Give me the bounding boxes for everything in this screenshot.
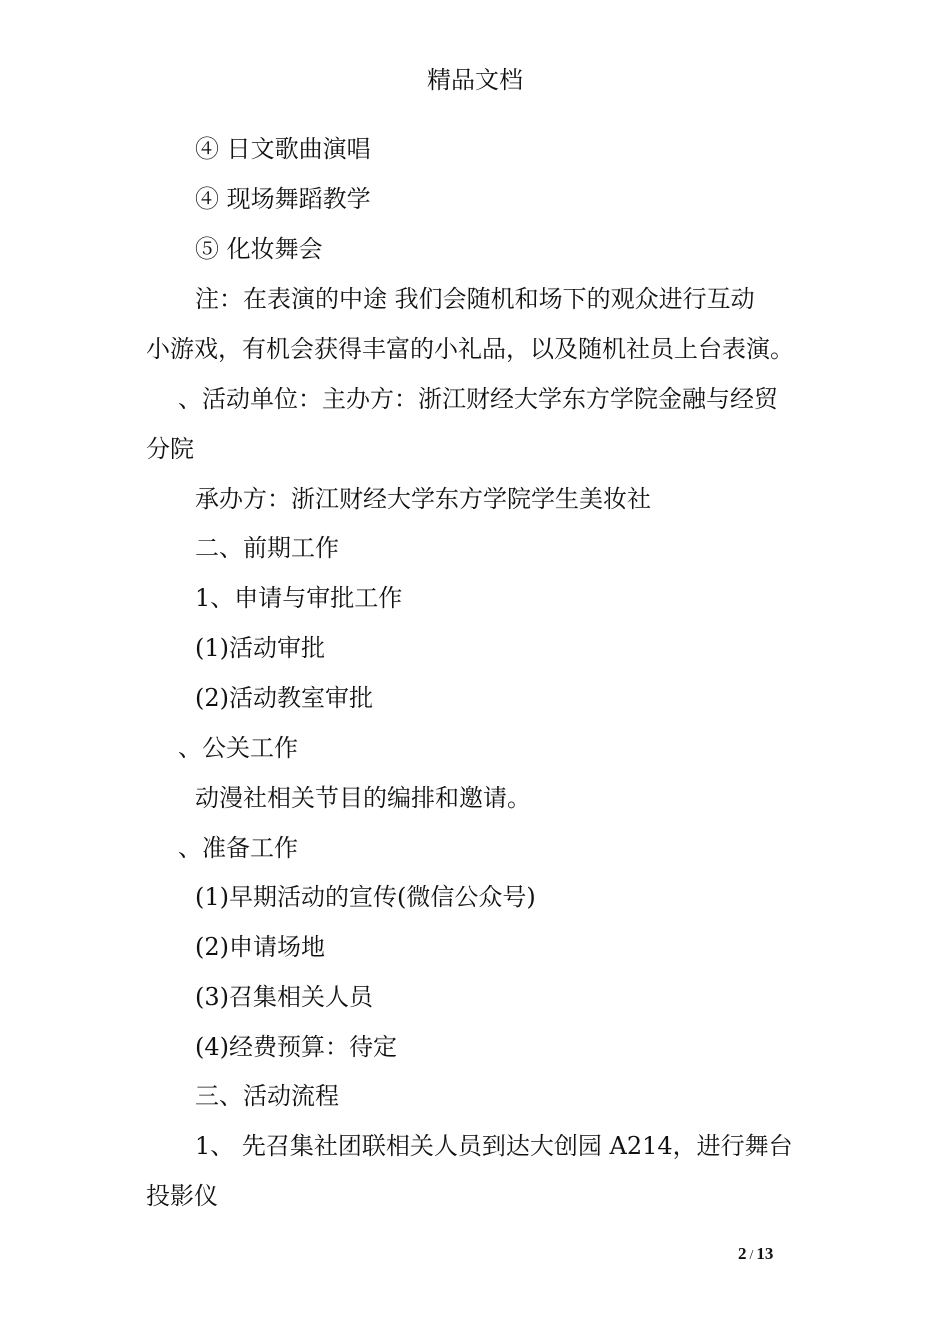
text-line: (1)活动审批 (195, 634, 325, 662)
text-line: 承办方：浙江财经大学东方学院学生美妆社 (195, 485, 651, 513)
text-line: 、公关工作 (178, 734, 298, 762)
section-heading: 三、活动流程 (195, 1082, 339, 1110)
text-line: 投影仪 (146, 1182, 218, 1210)
text-line: 动漫社相关节目的编排和邀请。 (195, 784, 531, 812)
text-line: (2)活动教室审批 (195, 684, 373, 712)
text-line: 、活动单位：主办方：浙江财经大学东方学院金融与经贸 (178, 385, 778, 413)
current-page: 2 (738, 1244, 747, 1263)
text-line: 、准备工作 (178, 834, 298, 862)
page-header-title: 精品文档 (427, 66, 523, 94)
text-line: (2)申请场地 (195, 933, 325, 961)
page-separator: / (749, 1248, 754, 1263)
section-heading: 二、前期工作 (195, 534, 339, 562)
text-line: 分院 (146, 435, 194, 463)
text-line: (3)召集相关人员 (195, 983, 373, 1011)
text-line: 1、 先召集社团联相关人员到达大创园 A214，进行舞台 (195, 1132, 793, 1160)
text-line: 1、申请与审批工作 (195, 584, 403, 612)
text-line: ④ 现场舞蹈教学 (195, 185, 371, 213)
text-line: (4)经费预算：待定 (195, 1033, 397, 1061)
text-line: 小游戏，有机会获得丰富的小礼品，以及随机社员上台表演。 (146, 335, 794, 363)
text-line: ⑤ 化妆舞会 (195, 235, 323, 263)
page-number (738, 1244, 773, 1264)
text-line: ④ 日文歌曲演唱 (195, 135, 371, 163)
text-line: 注：在表演的中途 我们会随机和场下的观众进行互动 (195, 285, 755, 313)
total-pages: 13 (756, 1244, 774, 1263)
text-line: (1)早期活动的宣传(微信公众号) (195, 883, 536, 911)
